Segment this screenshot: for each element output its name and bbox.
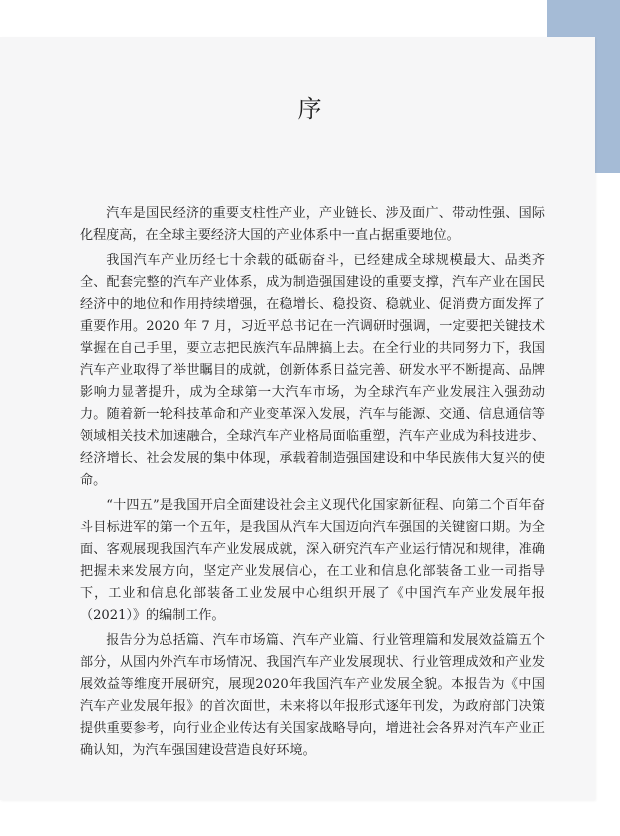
preface-body [80,203,545,762]
paragraph-4: 报告分为总括篇、汽车市场篇、汽车产业篇、行业管理篇和发展效益篇五个部分，从国内外汽车市场情况、我国汽车产业发展现状、行业管理成效和产业发展效益等维度开展研究，展现2020年我国汽车产业发展全貌。本报告为《中国汽车产业发展年报》的首次面世，未来将以年报形式逐年刊发，为政府部门决策提供重要参考，向行业企业传达有关国家战略导向，增进社会各界对汽车产业正确认知，为汽车强国建设营造良好环境。 [80,633,545,758]
paragraph-1: 汽车是国民经济的重要支柱性产业，产业链长、涉及面广、带动性强、国际化程度高，在全球主要经济大国的产业体系中一直占据重要地位。 [80,206,545,243]
page-title: 序 [297,95,323,123]
paragraph-2: 我国汽车产业历经七十余载的砥砺奋斗，已经建成全球规模最大、品类齐全、配套完整的汽车产业体系，成为制造强国建设的重要支撑，汽车产业在国民经济中的地位和作用持续增强，在稳增长、稳投资、稳就业、促消费方面发挥了重要作用。2020 年 7 月，习近平总书记在一汽调研时强调，一定要把关键技术掌握在自己手里，要立志把民族汽车品牌搞上去。在全行业的共同努力下，我国汽车产业取得了举世瞩目的成就，创新体系日益完善、研发水平不断提高、品牌影响力显著提升，成为全球第一大汽车市场，为全球汽车产业发展注入强劲动力。随着新一轮科技革命和产业变革深入发展，汽车与能源、交通、信息通信等领域相关技术加速融合，全球汽车产业格局面临重塑，汽车产业成为科技进步、经济增长、社会发展的集中体现，承载着制造强国建设和中华民族伟大复兴的使命。 [80,253,545,488]
paragraph-3: “十四五”是我国开启全面建设社会主义现代化国家新征程、向第二个百年奋斗目标进军的第一个五年，是我国从汽车大国迈向汽车强国的关键窗口期。为全面、客观展现我国汽车产业发展成就，深入研究汽车产业运行情况和规律，准确把握未来发展方向，坚定产业发展信心，在工业和信息化部装备工业一司指导下，工业和信息化部装备工业发展中心组织开展了《中国汽车产业发展年报（2021）》的编制工作。 [80,498,545,623]
